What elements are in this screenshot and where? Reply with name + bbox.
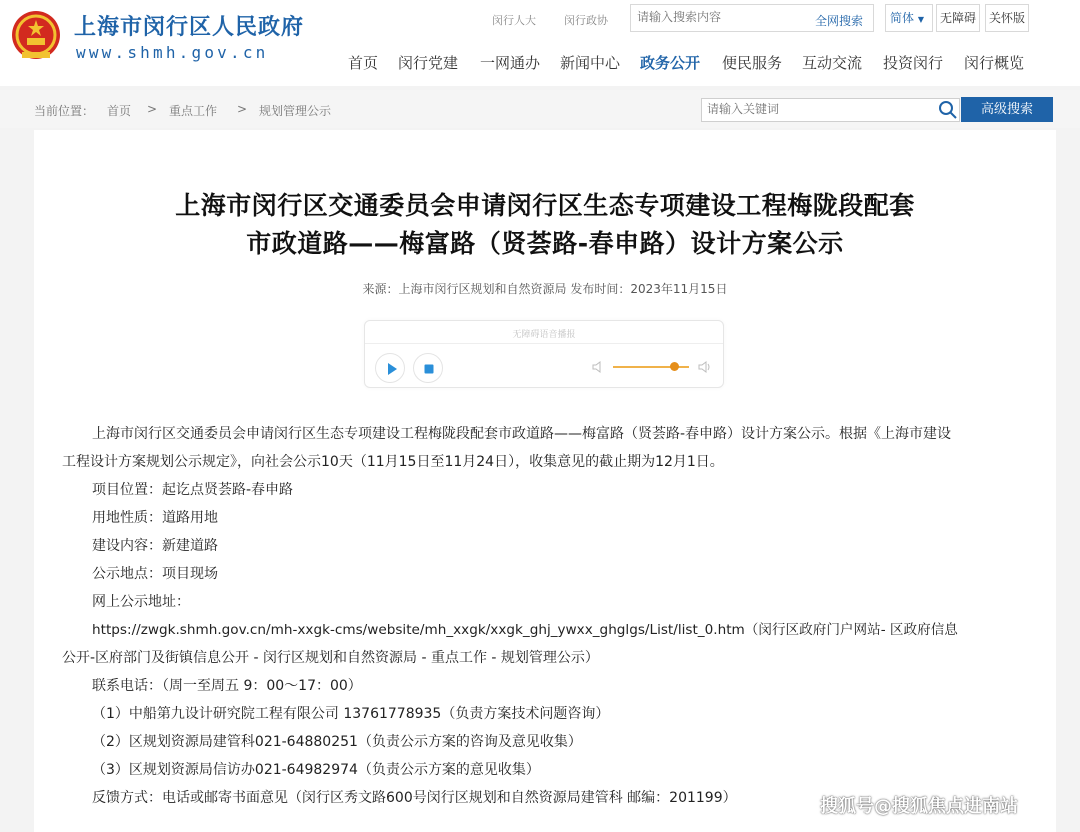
nav-citizen-services[interactable]: 便民服务 [722, 54, 783, 72]
play-icon [376, 354, 406, 384]
keyword-search [701, 98, 960, 122]
divider [365, 343, 723, 344]
chevron-down-icon: ▼ [917, 15, 924, 24]
volume-up-icon[interactable] [697, 360, 713, 374]
watermark: 搜狐号@搜狐焦点进南站 [820, 796, 1018, 817]
article-paragraph: 工程设计方案规划公示规定》，向社会公示10天（11月15日至11月24日），收集意见的截止期为12月1日。 [62, 454, 724, 470]
nav-online-services[interactable]: 一网通办 [480, 54, 541, 72]
breadcrumb-planning-notice[interactable]: 规划管理公示 [259, 104, 332, 118]
national-emblem-icon [10, 8, 62, 64]
site-search [630, 4, 874, 32]
advanced-search-button[interactable]: 高级搜索 [961, 97, 1053, 122]
keyword-search-input[interactable] [707, 102, 927, 116]
breadcrumb-separator: > [147, 102, 158, 116]
notice-location: 公示地点：项目现场 [92, 566, 218, 582]
breadcrumb-label: 当前位置： [34, 104, 95, 118]
nav-investment[interactable]: 投资闵行 [883, 54, 944, 72]
stop-icon [414, 354, 444, 384]
article-meta: 来源：上海市闵行区规划和自然资源局 发布时间：2023年11月15日 [362, 282, 728, 296]
site-url: www.shmh.gov.cn [76, 43, 269, 62]
search-icon[interactable] [938, 100, 958, 120]
stop-button[interactable] [413, 353, 443, 383]
contact-item: （2）区规划资源局建管科021-64880251（负责公示方案的咨询及意见收集） [92, 734, 582, 750]
article-title-line-2: 市政道路——梅富路（贤荟路-春申路）设计方案公示 [246, 229, 844, 258]
link-district-congress[interactable]: 闵行人大 [492, 14, 536, 27]
feedback-method: 反馈方式：电话或邮寄书面意见（闵行区秀文路600号闵行区规划和自然资源局建管科 邮编：201199） [92, 790, 737, 806]
language-select-label: 简体 [890, 11, 915, 25]
volume-slider-handle[interactable] [670, 362, 679, 371]
breadcrumb-home[interactable]: 首页 [107, 104, 132, 118]
project-location: 项目位置：起讫点贤荟路-春申路 [92, 482, 294, 498]
contact-item: （1）中船第九设计研究院工程有限公司 13761778935（负责方案技术问题咨询） [92, 706, 610, 722]
language-select[interactable] [885, 4, 933, 32]
nav-overview[interactable]: 闵行概览 [964, 54, 1025, 72]
accessibility-button[interactable]: 无障碍 [936, 4, 980, 32]
contact-phone-label: 联系电话：（周一至周五 9：00～17：00） [92, 678, 362, 694]
online-notice-path: 公开-区府部门及街镇信息公开 - 闵行区规划和自然资源局 - 重点工作 - 规划管理公示） [62, 650, 599, 666]
nav-interaction[interactable]: 互动交流 [802, 54, 863, 72]
land-use: 用地性质：道路用地 [92, 510, 218, 526]
site-header [0, 0, 1080, 86]
elderly-mode-button[interactable]: 关怀版 [985, 4, 1029, 32]
audio-player-hint: 无障碍语音播报 [512, 330, 576, 340]
nav-government-affairs[interactable]: 政务公开 [640, 54, 701, 72]
article-paragraph: 上海市闵行区交通委员会申请闵行区生态专项建设工程梅陇段配套市政道路——梅富路（贤荟路-春申路）设计方案公示。根据《上海市建设 [92, 426, 952, 442]
article [34, 130, 1056, 832]
nav-news[interactable]: 新闻中心 [560, 54, 621, 72]
site-search-button[interactable]: 全网搜索 [814, 14, 863, 28]
online-notice-label: 网上公示地址： [92, 594, 190, 610]
volume-down-icon[interactable] [591, 360, 605, 374]
nav-home[interactable]: 首页 [348, 54, 379, 72]
article-title-line-1: 上海市闵行区交通委员会申请闵行区生态专项建设工程梅陇段配套 [175, 191, 915, 220]
nav-party[interactable]: 闵行党建 [398, 54, 459, 72]
play-button[interactable] [375, 353, 405, 383]
audio-player [364, 320, 724, 388]
contact-item: （3）区规划资源局信访办021-64982974（负责公示方案的意见收集） [92, 762, 540, 778]
online-notice-link[interactable]: https://zwgk.shmh.gov.cn/mh-xxgk-cms/website/mh_xxgk/xxgk_ghj_ywxx_ghglgs/List/list_0.htm（闵行区政府门户网站- 区政府信息 [92, 622, 958, 638]
construction-content: 建设内容：新建道路 [92, 538, 218, 554]
site-title[interactable]: 上海市闵行区人民政府 [74, 15, 305, 40]
breadcrumb-key-work[interactable]: 重点工作 [169, 104, 218, 118]
site-search-input[interactable] [637, 10, 797, 24]
link-district-cppcc[interactable]: 闵行政协 [564, 14, 608, 27]
breadcrumb-separator: > [237, 102, 248, 116]
